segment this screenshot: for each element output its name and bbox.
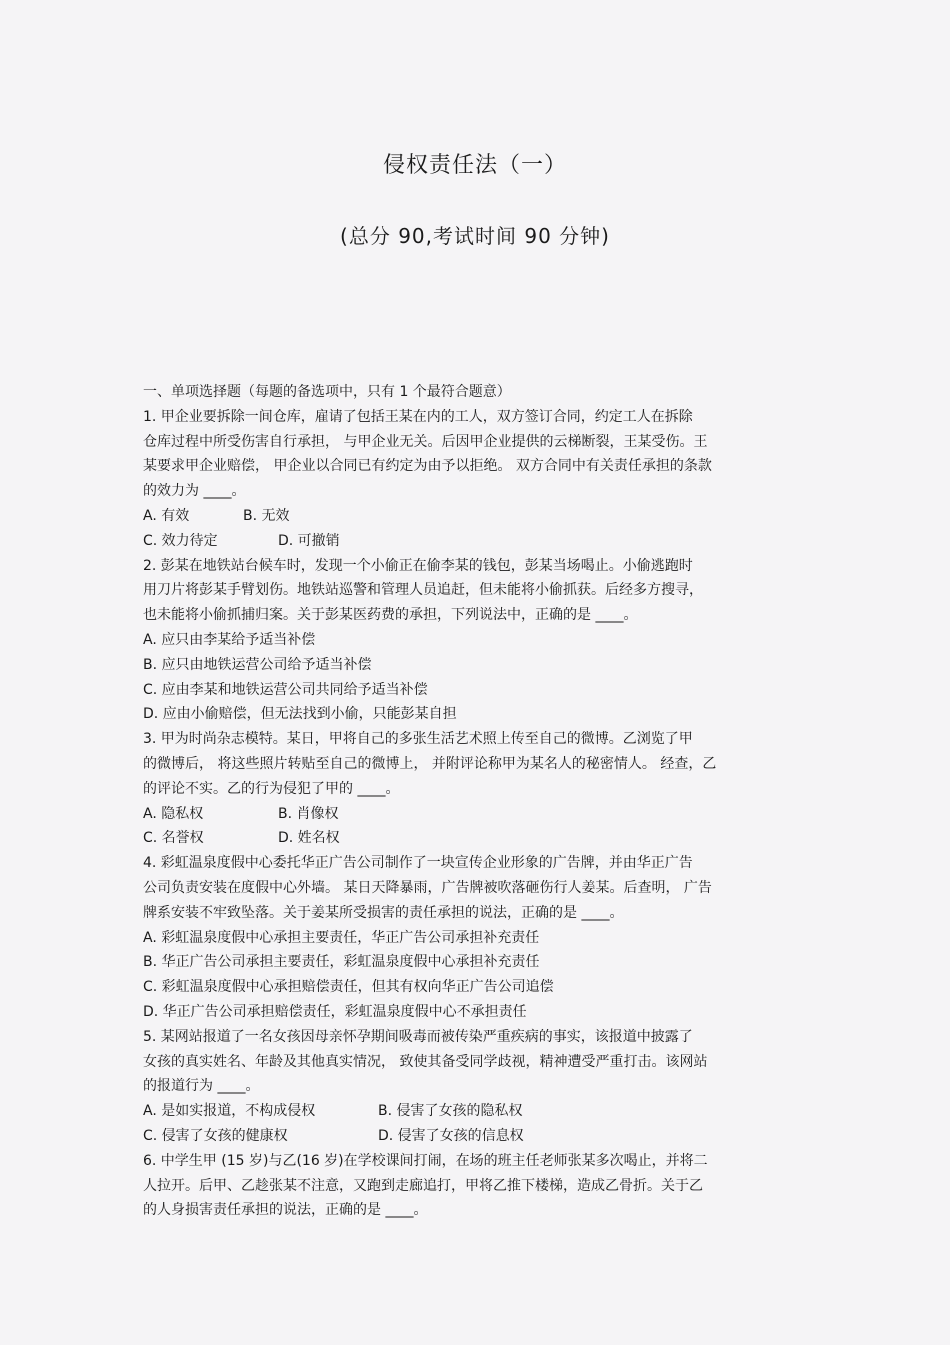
question-2-text: 用刀片将彭某手臂划伤。地铁站巡警和管理人员追赶，但未能将小偷抓获。后经多方搜寻，: [143, 582, 703, 599]
option-c: C. 彩虹温泉度假中心承担赔偿责任，但其有权向华正广告公司追偿: [143, 979, 554, 996]
option-b: B. 无效: [243, 507, 290, 524]
question-1-options: [143, 529, 808, 554]
question-4-text: 牌系安装不牢致坠落。关于姜某所受损害的责任承担的说法，正确的是 ____。: [143, 904, 624, 921]
question-1-text: 1. 甲企业要拆除一间仓库，雇请了包括王某在内的工人，双方签订合同，约定工人在拆除: [143, 408, 693, 425]
option-b: B. 华正广告公司承担主要责任，彩虹温泉度假中心承担补充责任: [143, 954, 540, 971]
option-b: B. 应只由地铁运营公司给予适当补偿: [143, 656, 372, 673]
question-5-text: 5. 某网站报道了一名女孩因母亲怀孕期间吸毒而被传染严重疾病的事实，该报道中披露了: [143, 1028, 693, 1045]
question-5-options: [143, 1124, 808, 1149]
option-a: A. 有效: [143, 507, 190, 524]
question-3-options: [143, 802, 808, 827]
question-1-text: 仓库过程中所受伤害自行承担， 与甲企业无关。后因甲企业提供的云梯断裂，王某受伤。王: [143, 433, 708, 450]
option-a: A. 是如实报道，不构成侵权: [143, 1103, 316, 1120]
question-3-text: 3. 甲为时尚杂志模特。某日，甲将自己的多张生活艺术照上传至自己的微博。乙浏览了甲: [143, 731, 693, 748]
question-1-text: 的效力为 ____。: [143, 483, 246, 500]
section-header: 一、单项选择题（每题的备选项中，只有 1 个最符合题意）: [143, 384, 511, 400]
option-b: B. 肖像权: [278, 805, 339, 822]
question-1-options: [143, 504, 808, 529]
option-d: D. 应由小偷赔偿，但无法找到小偷，只能彭某自担: [143, 706, 457, 723]
question-6-text: 的人身损害责任承担的说法，正确的是 ____。: [143, 1202, 428, 1219]
option-c: C. 侵害了女孩的健康权: [143, 1127, 288, 1144]
option-a: A. 隐私权: [143, 805, 204, 822]
option-d: D. 侵害了女孩的信息权: [378, 1127, 524, 1144]
option-a: A. 应只由李某给予适当补偿: [143, 631, 316, 648]
question-3-options: [143, 826, 808, 851]
question-2-text: 2. 彭某在地铁站台候车时，发现一个小偷正在偷李某的钱包，彭某当场喝止。小偷逃跑时: [143, 557, 693, 574]
exam-info: (总分 90,考试时间 90 分钟): [340, 224, 610, 248]
option-a: A. 彩虹温泉度假中心承担主要责任，华正广告公司承担补充责任: [143, 929, 540, 946]
question-list: [143, 380, 808, 1223]
question-6-text: 6. 中学生甲 (15 岁)与乙(16 岁)在学校课间打闹，在场的班主任老师张某多次喝止，并将二: [143, 1152, 708, 1169]
option-c: C. 效力待定: [143, 532, 218, 549]
question-3-text: 的微博后， 将这些照片转贴至自己的微博上， 并附评论称甲为某名人的秘密情人。 经查，乙: [143, 755, 717, 772]
option-b: B. 侵害了女孩的隐私权: [378, 1103, 523, 1120]
option-c: C. 名誉权: [143, 830, 204, 847]
question-3-text: 的评论不实。乙的行为侵犯了甲的 ____。: [143, 780, 400, 797]
option-d: D. 可撤销: [278, 532, 340, 549]
option-d: D. 华正广告公司承担赔偿责任，彩虹温泉度假中心不承担责任: [143, 1003, 527, 1020]
document-title: 侵权责任法（一）: [382, 153, 567, 178]
question-4-text: 公司负责安装在度假中心外墙。 某日天降暴雨，广告牌被吹落砸伤行人姜某。后查明， 广告: [143, 879, 712, 896]
question-5-options: [143, 1099, 808, 1124]
question-4-text: 4. 彩虹温泉度假中心委托华正广告公司制作了一块宣传企业形象的广告牌，并由华正广告: [143, 855, 693, 872]
question-6-text: 人拉开。后甲、乙趁张某不注意，又跑到走廊追打，甲将乙推下楼梯，造成乙骨折。关于乙: [143, 1177, 703, 1194]
option-c: C. 应由李某和地铁运营公司共同给予适当补偿: [143, 681, 428, 698]
question-5-text: 的报道行为 ____。: [143, 1078, 260, 1095]
question-5-text: 女孩的真实姓名、年龄及其他真实情况， 致使其备受同学歧视，精神遭受严重打击。该网站: [143, 1053, 708, 1070]
option-d: D. 姓名权: [278, 830, 340, 847]
question-2-text: 也未能将小偷抓捕归案。关于彭某医药费的承担，下列说法中，正确的是 ____。: [143, 607, 638, 624]
question-1-text: 某要求甲企业赔偿， 甲企业以合同已有约定为由予以拒绝。 双方合同中有关责任承担的条款: [143, 458, 712, 475]
